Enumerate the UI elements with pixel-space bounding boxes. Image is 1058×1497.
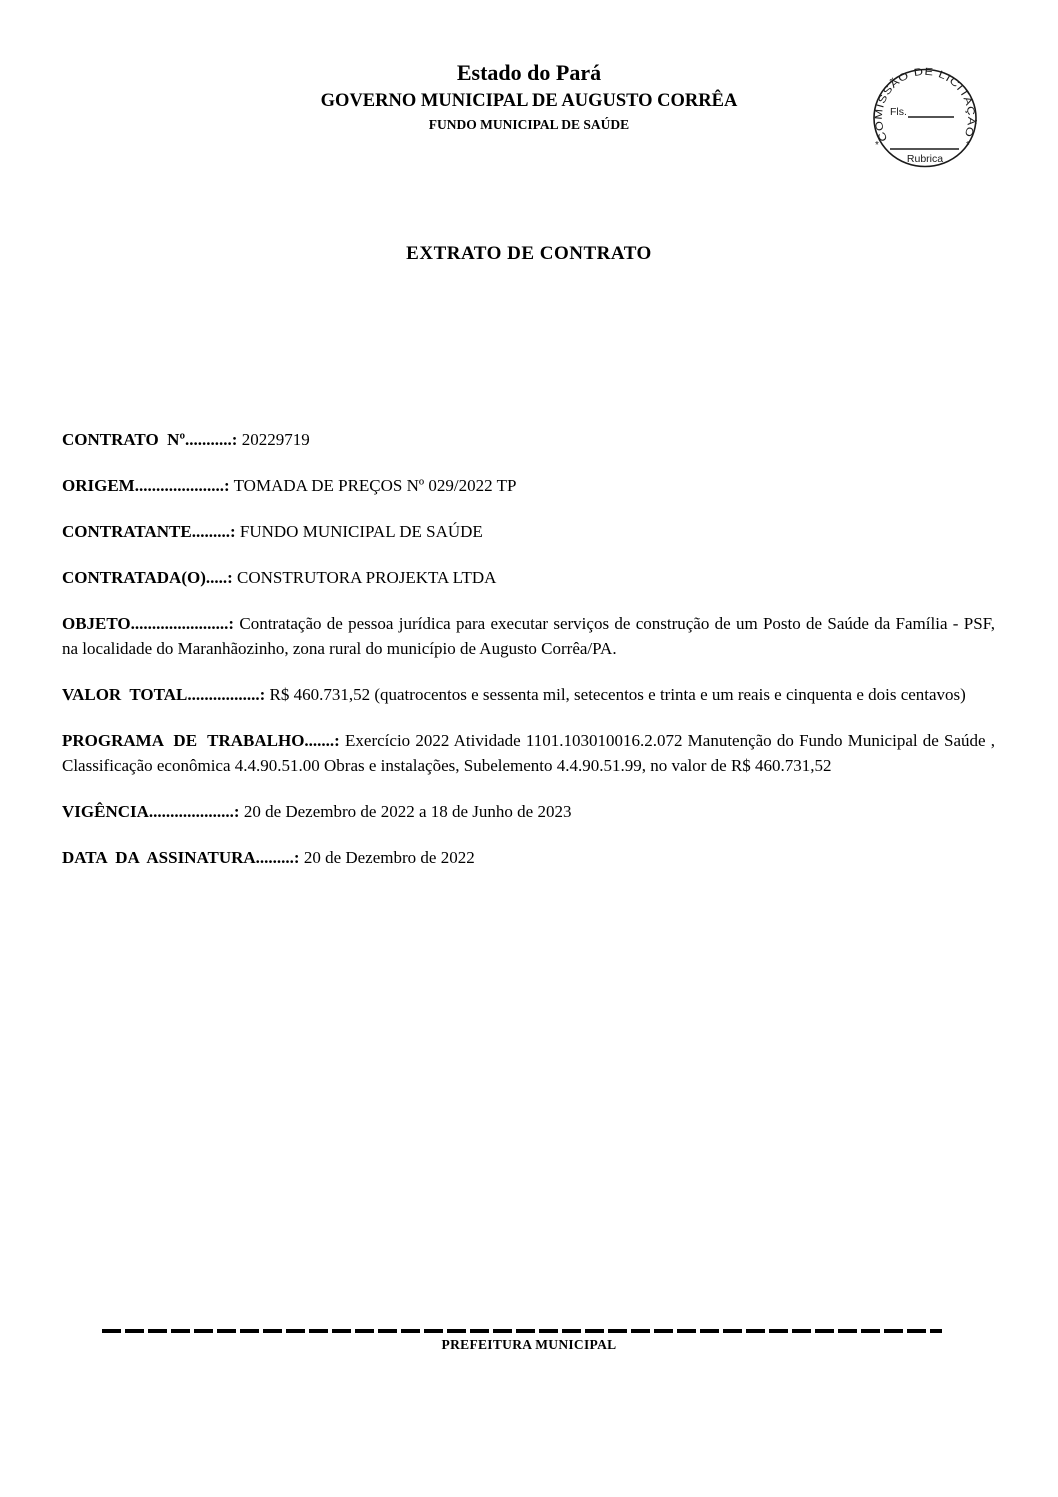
field-label: ORIGEM.....................: (62, 476, 230, 495)
field-label: OBJETO.......................: (62, 614, 235, 633)
field-value: TOMADA DE PREÇOS Nº 029/2022 TP (233, 476, 517, 495)
header-government: GOVERNO MUNICIPAL DE AUGUSTO CORRÊA (320, 91, 738, 111)
field-valor-total (62, 682, 995, 707)
separator-dashed-line (102, 1329, 942, 1333)
field-value: 20 de Dezembro de 2022 a 18 de Junho de 2023 (243, 802, 572, 821)
field-contratante (62, 519, 995, 544)
field-value: FUNDO MUNICIPAL DE SAÚDE (239, 522, 483, 541)
stamp-circle-icon (874, 70, 976, 167)
field-label: PROGRAMA DE TRABALHO.......: (62, 731, 340, 750)
licitacao-stamp (866, 55, 984, 177)
stamp-star-left-icon: * (875, 140, 879, 151)
field-label: CONTRATANTE.........: (62, 522, 236, 541)
field-label: VALOR TOTAL.................: (62, 685, 266, 704)
field-value: 20229719 (241, 430, 310, 449)
field-data-da-assinatura (62, 845, 995, 870)
rubrica-label: Rubrica (906, 153, 944, 165)
footer-label: PREFEITURA MUNICIPAL (441, 1337, 617, 1352)
document-body (62, 427, 995, 891)
field-value: Exercício 2022 Atividade 1101.103010016.2.072 Manutenção do Fundo Municipal de Saúde , Classificação econômica 4.4.90.51.00 Obras e instalações, Subelemento 4.4.90.51.99, no valor de R$ 460.731,52 (62, 731, 996, 775)
field-vigencia (62, 799, 995, 824)
stamp-circular-text: COMISSÃO DE LICITAÇÃO (873, 66, 977, 143)
stamp-graphic (866, 55, 984, 177)
stamp-star-right-icon: * (966, 140, 970, 151)
field-programa-de-trabalho (62, 728, 995, 778)
svg-text:COMISSÃO DE LICITAÇÃO (874, 67, 979, 143)
header-department: FUNDO MUNICIPAL DE SAÚDE (428, 117, 630, 132)
field-label: CONTRATADA(O).....: (62, 568, 233, 587)
field-value: 20 de Dezembro de 2022 (303, 848, 475, 867)
field-contrato-numero (62, 427, 995, 452)
field-label: VIGÊNCIA....................: (62, 802, 240, 821)
field-label: DATA DA ASSINATURA.........: (62, 848, 300, 867)
field-value: Contratação de pessoa jurídica para executar serviços de construção de um Posto de Saúde da Família - PSF, na localidade do Maranhãozinho, zona rural do município de Augusto Corrêa/PA. (62, 614, 995, 658)
field-value: R$ 460.731,52 (quatrocentos e sessenta mil, setecentos e trinta e um reais e cinquenta e dois centavos) (269, 685, 966, 704)
field-label: CONTRATO Nº...........: (62, 430, 238, 449)
field-value: CONSTRUTORA PROJEKTA LTDA (237, 568, 497, 587)
field-origem (62, 473, 995, 498)
page-title: EXTRATO DE CONTRATO (406, 243, 652, 264)
fls-label: Fls. (890, 106, 907, 118)
field-contratada (62, 565, 995, 590)
header-state: Estado do Pará (456, 60, 602, 85)
field-objeto (62, 611, 995, 661)
